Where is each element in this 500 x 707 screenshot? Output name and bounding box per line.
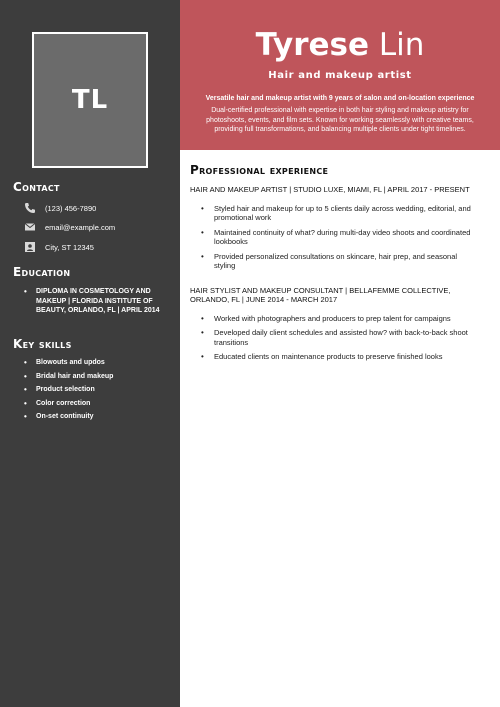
education-heading: Education — [13, 265, 71, 279]
phone-icon — [24, 202, 36, 214]
summary-headline: Versatile hair and makeup artist with 9 years of salon and on-location experience — [205, 95, 475, 102]
contact-location: City, ST 12345 — [45, 242, 94, 252]
first-name: Tyrese — [255, 27, 370, 63]
contact-phone-row — [24, 201, 96, 215]
candidate-name — [180, 27, 500, 63]
contact-phone[interactable]: (123) 456-7890 — [45, 203, 97, 213]
contact-location-row — [24, 240, 94, 254]
last-name: Lin — [378, 27, 425, 63]
job-bullet: • Educated clients on maintenance products to preserve finished looks — [190, 352, 480, 362]
contact-email-row — [24, 220, 115, 234]
skill-item: • Blowouts and updos — [0, 358, 180, 368]
id-card-icon — [24, 241, 36, 253]
skills-list — [0, 358, 180, 426]
experience-heading: Professional experience — [190, 163, 329, 177]
summary-text: Dual-certified professional with expertise in both hair styling and makeup artistry for photoshoots, events, and film sets. Known for working seamlessly with creative teams, providing full transformations, and balancing multiple clients under tight timelines. — [206, 107, 474, 133]
resume-header — [180, 0, 500, 150]
job-bullet: • Provided personalized consultations on skincare, hair prep, and seasonal styling — [190, 252, 480, 271]
candidate-role: Hair and makeup artist — [268, 70, 412, 81]
job-bullets — [190, 314, 480, 362]
job-bullet: • Maintained continuity of what? during multi-day video shoots and coordinated lookbooks — [190, 228, 480, 247]
envelope-icon — [24, 221, 36, 233]
education-item: • DIPLOMA IN COSMETOLOGY AND MAKEUP | FLORIDA INSTITUTE OF BEAUTY, ORLANDO, FL | APRIL 2014 — [0, 287, 180, 316]
job-title: HAIR STYLIST AND MAKEUP CONSULTANT | BELLAFEMME COLLECTIVE, ORLANDO, FL | JUNE 2014 - MARCH 2017 — [190, 285, 451, 304]
profile-photo-placeholder — [32, 32, 148, 168]
skill-item: • Color correction — [0, 399, 180, 409]
job-bullet: • Styled hair and makeup for up to 5 clients daily across wedding, editorial, and promotional work — [190, 204, 480, 223]
job-bullets — [190, 204, 480, 271]
job-bullet: • Developed daily client schedules and assisted how? with back-to-back shoot transitions — [190, 328, 480, 347]
skill-item: • Bridal hair and makeup — [0, 372, 180, 382]
sidebar — [0, 0, 180, 707]
experience-section — [190, 163, 480, 367]
skills-heading: Key skills — [13, 337, 72, 351]
contact-email[interactable]: email@example.com — [45, 222, 116, 232]
contact-heading: Contact — [13, 180, 60, 194]
skill-item: • Product selection — [0, 385, 180, 395]
profile-initials: TL — [71, 85, 109, 115]
job-title: HAIR AND MAKEUP ARTIST | STUDIO LUXE, MIAMI, FL | APRIL 2017 - PRESENT — [190, 185, 470, 194]
skill-item: • On-set continuity — [0, 412, 180, 422]
job-bullet: • Worked with photographers and producers to prep talent for campaigns — [190, 314, 480, 324]
education-list — [0, 287, 180, 316]
